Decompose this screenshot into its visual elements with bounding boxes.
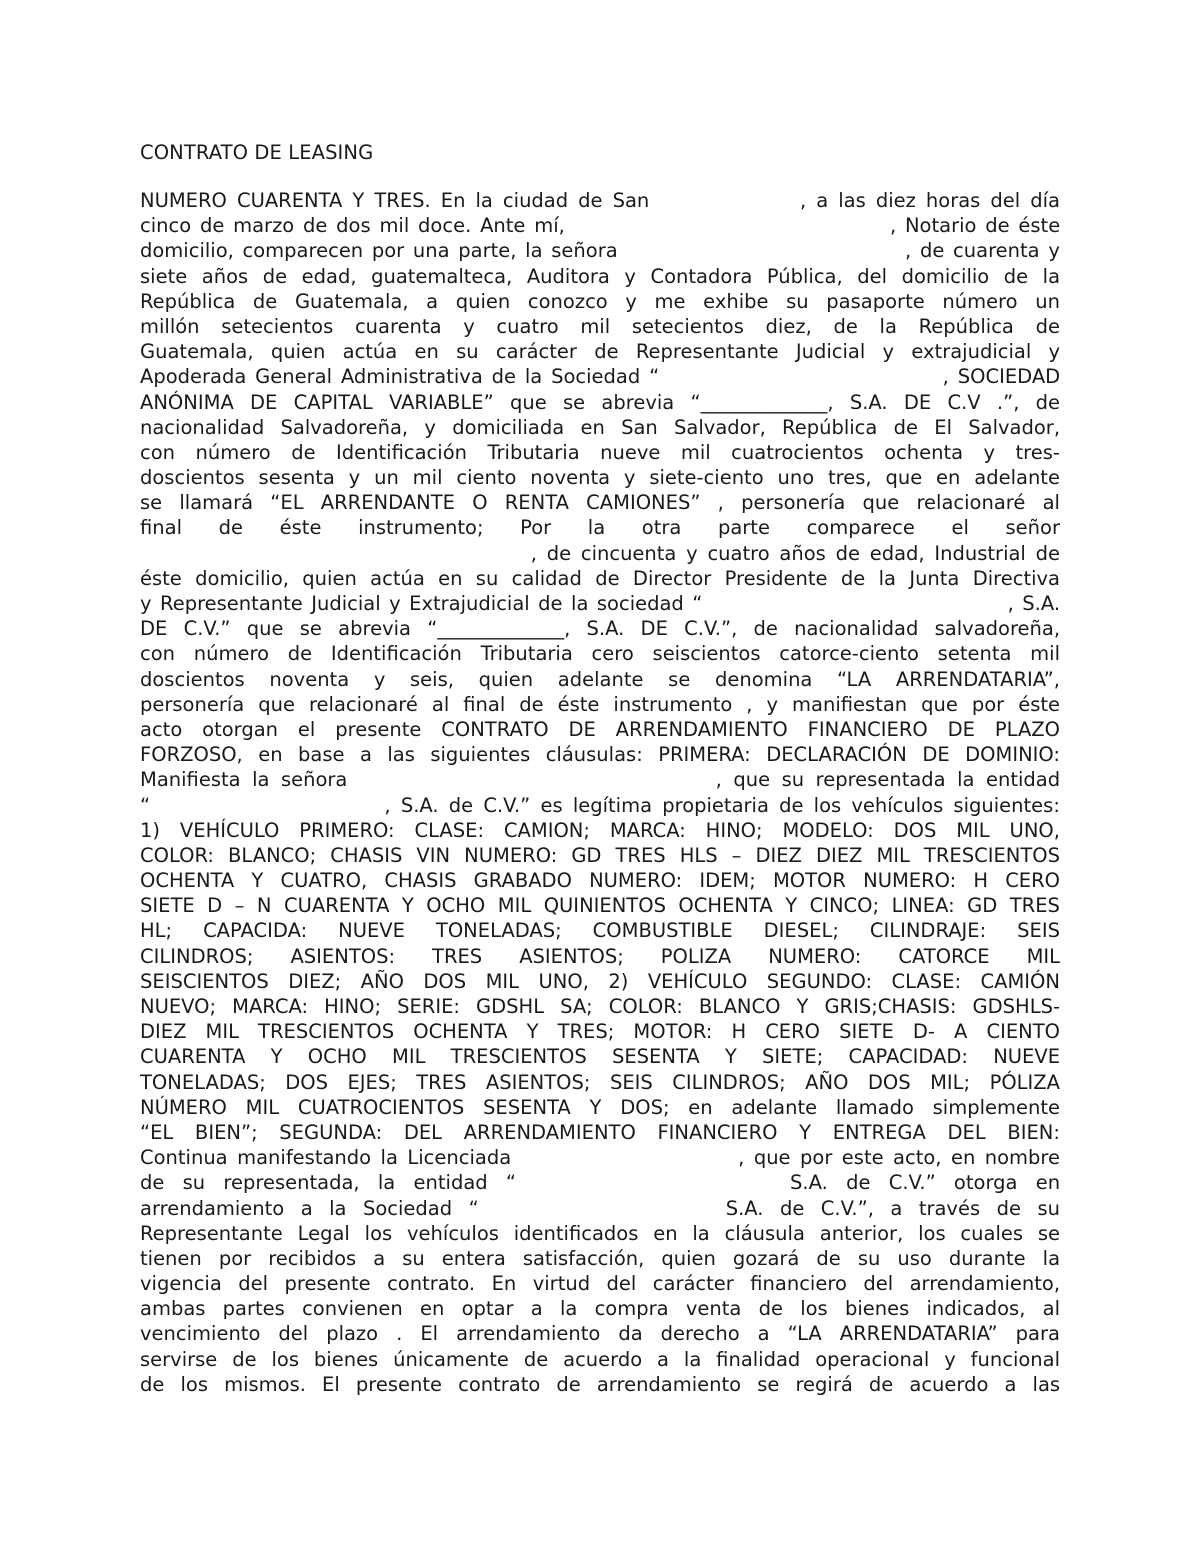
body-line: República de Guatemala, a quien conozco y me exhibe su pasaporte número un	[140, 289, 1060, 313]
body-line: SIETE D – N CUARENTA Y OCHO MIL QUINIENTOS OCHENTA Y CINCO; LINEA: GD TRES	[140, 894, 1060, 918]
body-line: doscientos sesenta y un mil ciento noventa y siete-ciento uno tres, que en adelante	[140, 466, 1060, 490]
body-line: HL; CAPACIDA: NUEVE TONELADAS; COMBUSTIBLE DIESEL; CILINDRAJE: SEIS	[140, 919, 1060, 943]
body-line: ambas partes convienen en optar a la compra venta de los bienes indicados, al	[140, 1297, 1060, 1321]
body-line: tienen por recibidos a su entera satisfacción, quien gozará de su uso durante la	[140, 1246, 1060, 1270]
body-line: final de éste instrumento; Por la otra parte comparece el señor	[140, 516, 1060, 540]
body-line: Guatemala, quien actúa en su carácter de Representante Judicial y extrajudicial y	[140, 340, 1060, 364]
body-line: arrendamiento a la Sociedad “ S.A. de C.V.”, a través de su	[140, 1196, 1060, 1220]
body-line: NUMERO CUARENTA Y TRES. En la ciudad de San , a las diez horas del día	[140, 189, 1060, 212]
body-line: TONELADAS; DOS EJES; TRES ASIENTOS; SEIS CILINDROS; AÑO DOS MIL; PÓLIZA	[140, 1070, 1060, 1094]
body-line: NÚMERO MIL CUATROCIENTOS SESENTA Y DOS; en adelante llamado simplemente	[140, 1095, 1060, 1119]
body-line: Continua manifestando la Licenciada , que por este acto, en nombre	[140, 1146, 1060, 1170]
body-line: acto otorgan el presente CONTRATO DE ARRENDAMIENTO FINANCIERO DE PLAZO	[140, 717, 1060, 741]
body-line: OCHENTA Y CUATRO, CHASIS GRABADO NUMERO: IDEM; MOTOR NUMERO: H CERO	[140, 869, 1060, 893]
body-line: 1) VEHÍCULO PRIMERO: CLASE: CAMION; MARCA: HINO; MODELO: DOS MIL UNO,	[140, 818, 1060, 842]
body-line: con número de Identificación Tributaria nueve mil cuatrocientos ochenta y tres-	[140, 440, 1060, 464]
body-line: vigencia del presente contrato. En virtud del carácter financiero del arrendamiento,	[140, 1272, 1060, 1296]
body-line: siete años de edad, guatemalteca, Auditora y Contadora Pública, del domicilio de la	[140, 264, 1060, 288]
body-line: éste domicilio, quien actúa en su calidad de Director Presidente de la Junta Directiva	[140, 566, 1060, 590]
body-line: SEISCIENTOS DIEZ; AÑO DOS MIL UNO, 2) VEHÍCULO SEGUNDO: CLASE: CAMIÓN	[140, 969, 1060, 993]
body-line: y Representante Judicial y Extrajudicial de la sociedad “ , S.A.	[140, 592, 1060, 615]
body-line: Apoderada General Administrativa de la Sociedad “ , SOCIEDAD	[140, 365, 1060, 389]
body-line: personería que relacionaré al final de éste instrumento , y manifiestan que por éste	[140, 692, 1060, 716]
document-title: CONTRATO DE LEASING	[140, 141, 374, 164]
body-line: se llamará “EL ARRENDANTE O RENTA CAMIONES” , personería que relacionaré al	[140, 491, 1060, 515]
body-line: DIEZ MIL TRESCIENTOS OCHENTA Y TRES; MOTOR: H CERO SIETE D- A CIENTO	[140, 1020, 1060, 1044]
body-line: de su representada, la entidad “ S.A. de C.V.” otorga en	[140, 1171, 1060, 1195]
body-line: DE C.V.” que se abrevia “_____________, S.A. DE C.V.”, de nacionalidad salvadoreña,	[140, 617, 1060, 641]
body-line: CUARENTA Y OCHO MIL TRESCIENTOS SESENTA Y SIETE; CAPACIDAD: NUEVE	[140, 1045, 1060, 1069]
body-line: de los mismos. El presente contrato de arrendamiento se regirá de acuerdo a las	[140, 1372, 1060, 1396]
body-line: cinco de marzo de dos mil doce. Ante mí, , Notario de éste	[140, 214, 1060, 238]
body-line: doscientos noventa y seis, quien adelante se denomina “LA ARRENDATARIA”,	[140, 667, 1060, 691]
body-line: vencimiento del plazo . El arrendamiento da derecho a “LA ARRENDATARIA” para	[140, 1322, 1060, 1346]
body-line: , de cincuenta y cuatro años de edad, Industrial de	[140, 541, 1060, 565]
body-line: millón setecientos cuarenta y cuatro mil setecientos diez, de la República de	[140, 314, 1060, 338]
body-line: CILINDROS; ASIENTOS: TRES ASIENTOS; POLIZA NUMERO: CATORCE MIL	[140, 944, 1060, 968]
body-line: con número de Identificación Tributaria cero seiscientos catorce-ciento setenta mil	[140, 642, 1060, 666]
body-line: servirse de los bienes únicamente de acuerdo a la finalidad operacional y funcional	[140, 1347, 1060, 1371]
body-line: NUEVO; MARCA: HINO; SERIE: GDSHL SA; COLOR: BLANCO Y GRIS;CHASIS: GDSHLS-	[140, 995, 1060, 1018]
body-line: Representante Legal los vehículos identificados en la cláusula anterior, los cuales se	[140, 1221, 1060, 1245]
body-line: COLOR: BLANCO; CHASIS VIN NUMERO: GD TRES HLS – DIEZ DIEZ MIL TRESCIENTOS	[140, 843, 1060, 867]
body-line: FORZOSO, en base a las siguientes cláusulas: PRIMERA: DECLARACIÓN DE DOMINIO:	[140, 743, 1060, 767]
body-line: domicilio, comparecen por una parte, la señora , de cuarenta y	[140, 239, 1060, 263]
body-line: Manifiesta la señora , que su representada la entidad	[140, 768, 1060, 792]
body-line: “ , S.A. de C.V.” es legítima propietaria de los vehículos siguientes:	[140, 793, 1060, 817]
body-line: ANÓNIMA DE CAPITAL VARIABLE” que se abrevia “_____________, S.A. DE C.V .”, de	[140, 390, 1060, 414]
document-body	[140, 188, 1060, 1397]
body-line: nacionalidad Salvadoreña, y domiciliada en San Salvador, República de El Salvador,	[140, 415, 1060, 439]
body-line: “EL BIEN”; SEGUNDA: DEL ARRENDAMIENTO FINANCIERO Y ENTREGA DEL BIEN:	[140, 1120, 1060, 1144]
